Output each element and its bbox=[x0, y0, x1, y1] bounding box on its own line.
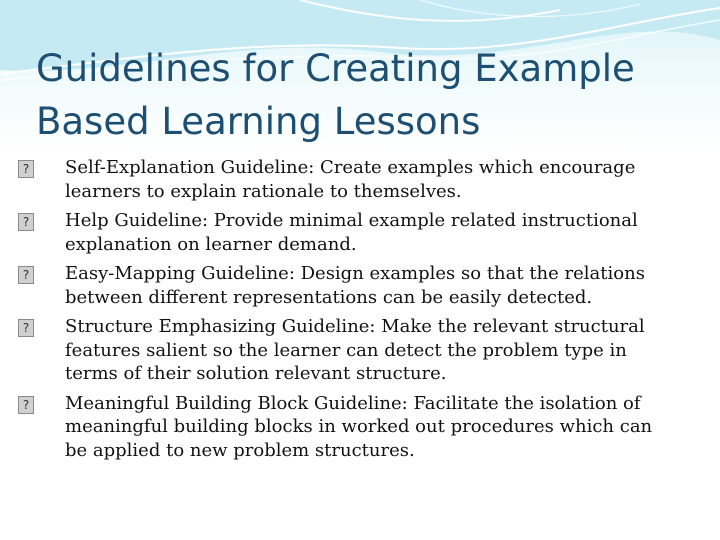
bullet-marker-icon: ? bbox=[18, 396, 34, 414]
bullet-text: Structure Emphasizing Guideline: Make the relevant structural features salient so the learner can detect the problem type in terms of their solution relevant structure. bbox=[65, 316, 645, 384]
bullet-marker-icon: ? bbox=[18, 213, 34, 231]
bullet-marker-icon: ? bbox=[18, 160, 34, 178]
bullet-text: Self-Explanation Guideline: Create examples which encourage learners to explain rationale to themselves. bbox=[65, 157, 636, 202]
bullet-item bbox=[18, 315, 678, 386]
bullet-item bbox=[18, 392, 678, 463]
bullet-marker-icon: ? bbox=[18, 266, 34, 284]
bullet-item bbox=[18, 262, 678, 309]
bullet-text: Easy-Mapping Guideline: Design examples so that the relations between different representations can be easily detected. bbox=[65, 263, 645, 308]
bullet-text: Meaningful Building Block Guideline: Facilitate the isolation of meaningful building blocks in worked out procedures which can be applied to new problem structures. bbox=[65, 392, 653, 461]
bullet-text: Help Guideline: Provide minimal example related instructional explanation on learner demand. bbox=[65, 210, 638, 255]
slide-title: Guidelines for Creating Example Based Learning Lessons bbox=[36, 47, 635, 143]
bullet-item bbox=[18, 209, 678, 256]
bullet-marker-icon: ? bbox=[18, 319, 34, 337]
bullet-item bbox=[18, 156, 678, 203]
bullet-list bbox=[18, 156, 678, 468]
